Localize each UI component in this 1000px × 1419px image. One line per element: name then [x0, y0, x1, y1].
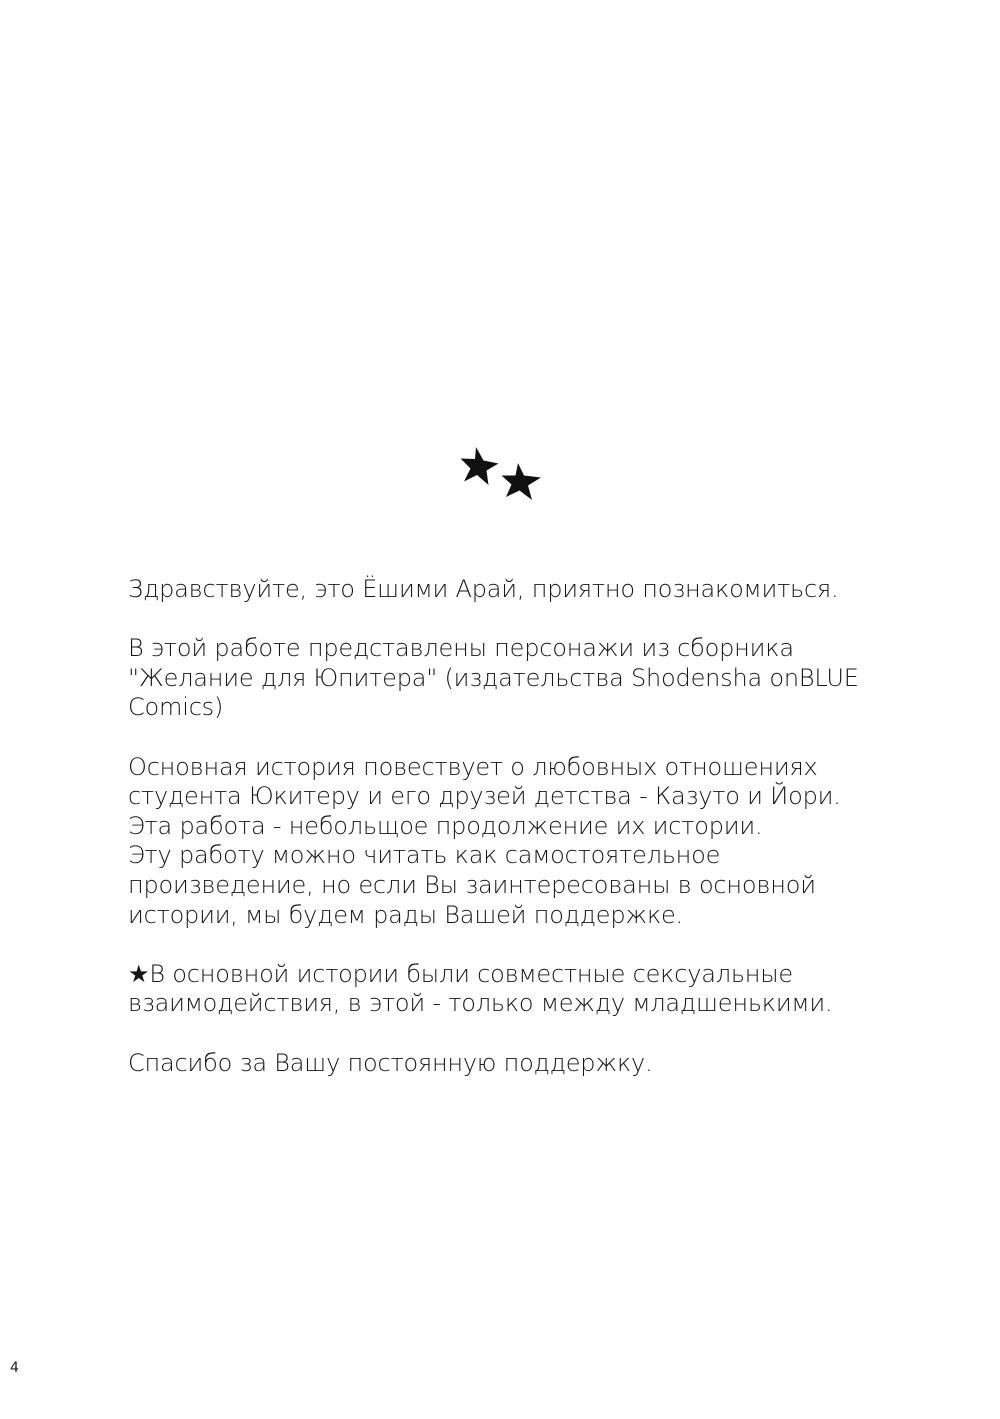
note-paragraph	[128, 960, 888, 1019]
star-icon	[461, 447, 499, 485]
text-line: Эта работа - небольщое продолжение их истории.	[128, 811, 763, 840]
text-line: произведение, но если Вы заинтересованы в основной	[128, 870, 816, 899]
text-line: Основная история повествует о любовных отношениях	[128, 752, 818, 781]
intro-text	[128, 575, 888, 1108]
text-line: "Желание для Юпитера" (издательства Shodensha onBLUE	[128, 663, 859, 692]
thanks-paragraph	[128, 1049, 888, 1079]
two-stars-icon	[455, 440, 555, 510]
source-paragraph	[128, 634, 888, 723]
text-line: взаимодействия, в этой - только между младшенькими.	[128, 989, 833, 1018]
text-line: Comics)	[128, 693, 224, 722]
star-icon	[502, 463, 542, 500]
text-line: Спасибо за Вашу постоянную поддержку.	[128, 1048, 653, 1077]
text-line: Эту работу можно читать как самостоятельное	[128, 841, 721, 870]
text-line: ★В основной истории были совместные сексуальные	[128, 959, 794, 988]
text-line: студента Юкитеру и его друзей детства - Казуто и Йори.	[128, 782, 841, 811]
greeting-paragraph	[128, 575, 888, 605]
text-line: В этой работе представлены персонажи из сборника	[128, 634, 794, 663]
page-number: 4	[10, 1360, 19, 1376]
story-paragraph	[128, 753, 888, 931]
text-line: истории, мы будем рады Вашей поддержке.	[128, 900, 684, 929]
text-line: Здравствуйте, это Ёшими Арай, приятно познакомиться.	[128, 575, 839, 603]
